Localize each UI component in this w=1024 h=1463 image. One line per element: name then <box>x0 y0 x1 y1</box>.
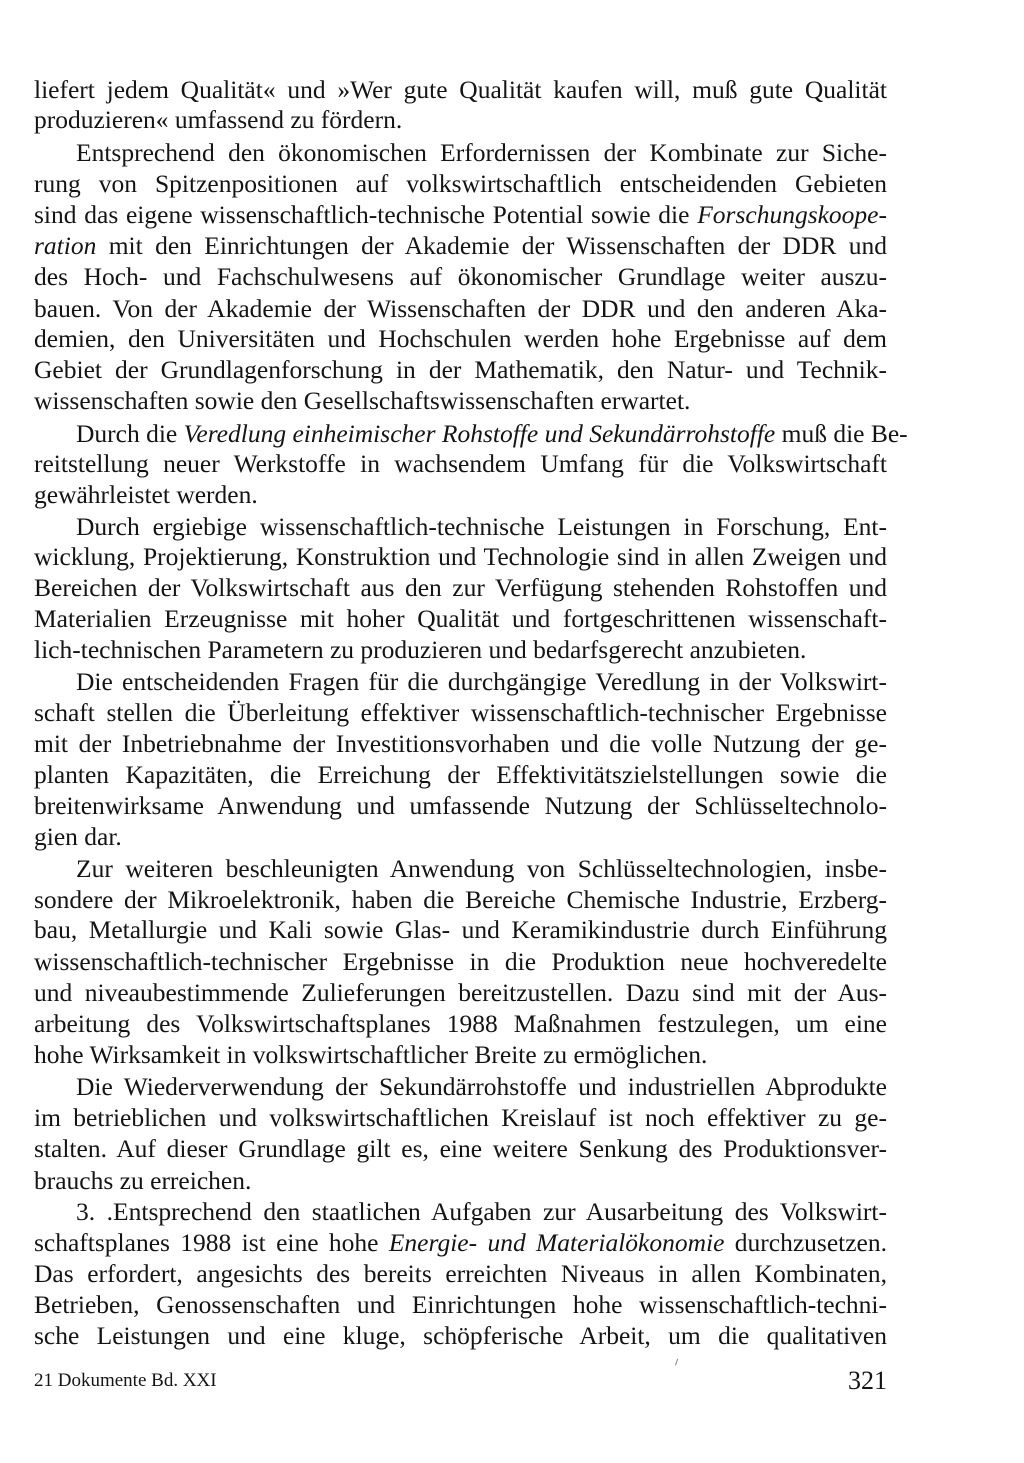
text-line: sche Leistungen und eine kluge, schöpferische Arbeit, um die qualitativen <box>34 1321 887 1350</box>
text-line: sind das eigene wissenschaftlich-technische Potential sowie die Forschungskoope- <box>34 200 887 229</box>
text-line: rung von Spitzenpositionen auf volkswirtschaftlich entscheidenden Gebieten <box>34 169 887 198</box>
text-line: stalten. Auf dieser Grundlage gilt es, eine weitere Senkung des Produktionsver- <box>34 1134 887 1163</box>
text-line: Bereichen der Volkswirtschaft aus den zur Verfügung stehenden Rohstoffen und <box>34 573 887 602</box>
text-line: sondere der Mikroelektronik, haben die Bereiche Chemische Industrie, Erzberg- <box>34 885 887 914</box>
text-line: Die Wiederverwendung der Sekundärrohstoffe und industriellen Abprodukte <box>76 1072 887 1101</box>
text-line: wissenschaften sowie den Gesellschaftswissenschaften erwartet. <box>34 386 691 415</box>
text-line: reitstellung neuer Werkstoffe in wachsendem Umfang für die Volkswirtschaft <box>34 449 887 478</box>
text-line: schaft stellen die Überleitung effektiver wissenschaftlich-technischer Ergebnisse <box>34 698 887 727</box>
text-line: Durch die Veredlung einheimischer Rohstoffe und Sekundärrohstoffe muß die Be- <box>76 419 908 448</box>
text-line: und niveaubestimmende Zulieferungen bereitzustellen. Dazu sind mit der Aus- <box>34 978 887 1007</box>
text-line: Zur weiteren beschleunigten Anwendung von Schlüsseltechnologien, insbe- <box>76 854 887 883</box>
page-number: 321 <box>848 1366 887 1395</box>
footer-signature: 21 Dokumente Bd. XXI <box>34 1370 217 1391</box>
text-line: des Hoch- und Fachschulwesens auf ökonomischer Grundlage weiter auszu- <box>34 262 887 291</box>
text-line: Die entscheidenden Fragen für die durchgängige Veredlung in der Volkswirt- <box>76 667 887 696</box>
text-line: schaftsplanes 1988 ist eine hohe Energie- und Materialökonomie durchzusetzen. <box>34 1228 888 1257</box>
text-line: gien dar. <box>34 822 122 851</box>
text-line: Das erfordert, angesichts des bereits erreichten Niveaus in allen Kombinaten, <box>34 1259 887 1288</box>
text-line: lich-technischen Parametern zu produzieren und bedarfsgerecht anzubieten. <box>34 635 807 664</box>
text-line: bau, Metallurgie und Kali sowie Glas- und Keramikindustrie durch Einführung <box>34 915 887 944</box>
text-line: liefert jedem Qualität« und »Wer gute Qualität kaufen will, muß gute Qualität <box>34 75 887 104</box>
text-line: arbeitung des Volkswirtschaftsplanes 1988 Maßnahmen festzulegen, um eine <box>34 1009 887 1038</box>
text-line: wissenschaftlich-technischer Ergebnisse in die Produktion neue hochveredelte <box>34 947 887 976</box>
text-line: Durch ergiebige wissenschaftlich-technische Leistungen in Forschung, Ent- <box>76 512 887 541</box>
text-line: Entsprechend den ökonomischen Erfordernissen der Kombinate zur Siche- <box>76 138 887 167</box>
text-line: hohe Wirksamkeit in volkswirtschaftlicher Breite zu ermöglichen. <box>34 1040 708 1069</box>
text-line: ration mit den Einrichtungen der Akademie der Wissenschaften der DDR und <box>34 231 887 260</box>
text-line: bauen. Von der Akademie der Wissenschaften der DDR und den anderen Aka- <box>34 294 887 323</box>
scan-speck <box>675 1359 681 1367</box>
text-line: brauchs zu erreichen. <box>34 1166 252 1195</box>
text-line: im betrieblichen und volkswirtschaftlichen Kreislauf ist noch effektiver zu ge- <box>34 1103 887 1132</box>
text-line: 3. .Entsprechend den staatlichen Aufgaben zur Ausarbeitung des Volkswirt- <box>76 1197 887 1226</box>
text-line: gewährleistet werden. <box>34 480 258 509</box>
text-line: breitenwirksame Anwendung und umfassende Nutzung der Schlüsseltechnolo- <box>34 791 887 820</box>
text-line: Betrieben, Genossenschaften und Einrichtungen hohe wissenschaftlich-techni- <box>34 1290 887 1319</box>
text-line: produzieren« umfassend zu fördern. <box>34 105 403 134</box>
text-line: Materialien Erzeugnisse mit hoher Qualität und fortgeschrittenen wissenschaft- <box>34 604 887 633</box>
text-line: demien, den Universitäten und Hochschulen werden hohe Ergebnisse auf dem <box>34 324 887 353</box>
text-line: Gebiet der Grundlagenforschung in der Mathematik, den Natur- und Technik- <box>34 355 887 384</box>
text-line: mit der Inbetriebnahme der Investitionsvorhaben und die volle Nutzung der ge- <box>34 729 887 758</box>
text-line: wicklung, Projektierung, Konstruktion und Technologie sind in allen Zweigen und <box>34 542 887 571</box>
text-line: planten Kapazitäten, die Erreichung der Effektivitätszielstellungen sowie die <box>34 760 887 789</box>
